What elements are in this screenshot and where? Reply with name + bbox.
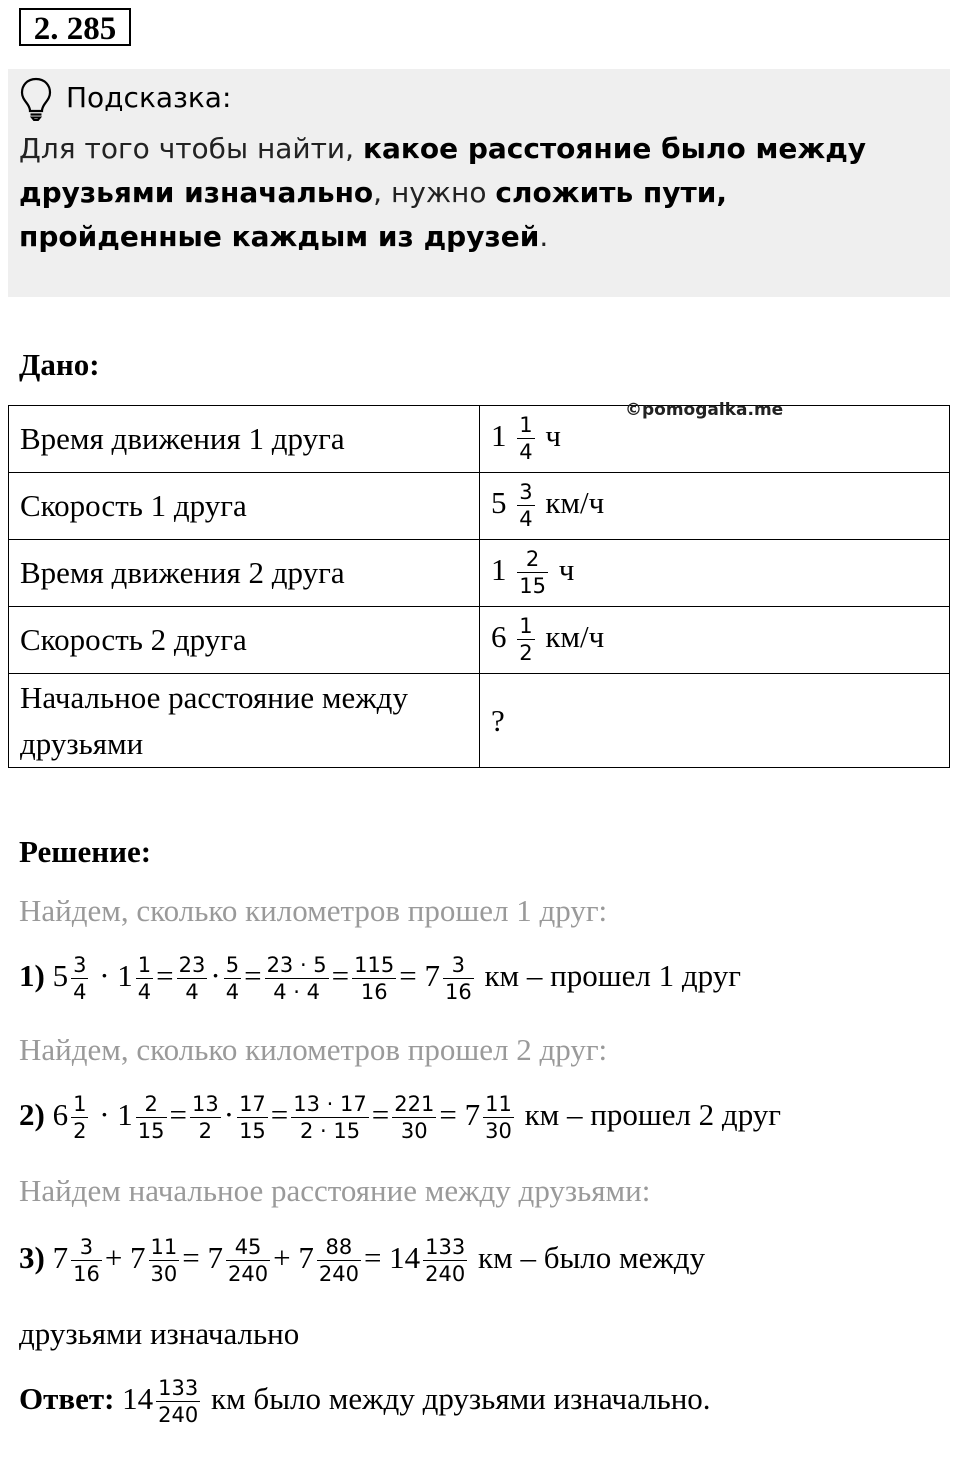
fraction (71, 1094, 88, 1142)
fraction (149, 1237, 180, 1285)
hint-text-part: , нужно (373, 176, 496, 209)
problem-number: 2. 285 (19, 8, 131, 46)
given-value (480, 540, 950, 607)
fraction (517, 415, 534, 463)
given-label: Начальное расстояние между друзьями (9, 674, 480, 768)
denominator: 2 (519, 641, 533, 665)
denominator: 2 (73, 1119, 87, 1143)
fraction (317, 1237, 361, 1285)
step1-intro: Найдем, сколько километров прошел 1 друг: (19, 893, 608, 928)
fraction (136, 955, 153, 1003)
unit: км/ч (545, 619, 605, 655)
denominator: 4 · 4 (273, 980, 320, 1004)
fraction (352, 955, 396, 1003)
given-label: Скорость 1 друга (9, 473, 480, 540)
denominator: 4 (519, 507, 533, 531)
step3-tail-continued: друзьями изначально (19, 1316, 300, 1351)
step-label: 2) (19, 1097, 45, 1133)
denominator: 4 (519, 440, 533, 464)
numerator: 17 (239, 1092, 266, 1116)
step2-intro: Найдем, сколько километров прошел 2 друг: (19, 1032, 608, 1067)
fraction (71, 955, 88, 1003)
fraction (423, 1237, 467, 1285)
given-value: ? (480, 674, 950, 768)
step-tail: км – прошел 1 друг (484, 958, 741, 994)
fraction (291, 1094, 368, 1142)
given-heading: Дано: (19, 347, 100, 382)
whole-part: 5 (52, 958, 69, 994)
table-row (9, 473, 950, 540)
fraction (71, 1237, 102, 1285)
numerator: 3 (443, 955, 474, 979)
whole-part: 14 (389, 1240, 421, 1276)
hint-text-part-bold: сложить пути, пройденные каждым из друзей (19, 176, 727, 253)
numerator: 13 · 17 (293, 1092, 367, 1116)
operator: · (99, 958, 110, 994)
denominator: 30 (150, 1262, 178, 1286)
table-row (9, 674, 950, 768)
whole-part: 1 (491, 418, 507, 454)
denominator: 4 (185, 980, 199, 1004)
numerator: 1 (73, 1092, 87, 1116)
watermark: ©pomogalka.me (625, 400, 784, 420)
numerator: 221 (394, 1092, 435, 1116)
whole-part: 14 (122, 1381, 154, 1417)
numerator: 2 (517, 549, 548, 573)
solution-heading: Решение: (19, 834, 152, 869)
whole-part: 7 (464, 1097, 481, 1133)
denominator: 15 (137, 1119, 165, 1143)
fraction (237, 1094, 268, 1142)
fraction (156, 1378, 200, 1426)
numerator: 23 (178, 953, 206, 977)
hint-text-part-bold: какое расстояние было между друзьями изначально (19, 132, 867, 209)
numerator: 1 (519, 614, 533, 638)
step-label: 1) (19, 958, 45, 994)
step2-equation: 2) 6 $\frac{1}{2}$ · 1 $\frac{2}{15}$ = $\frac{13}{2}$ · $\frac{17}{15}$ = $\frac{13 \cdot 17}{2 \cdot 15}$ = $\frac{221}{30}$ = 7 $\frac{11}{30}$ км – прошел 2 друг (19, 1092, 782, 1143)
answer-label: Ответ: (19, 1381, 115, 1417)
whole-part: 6 (491, 619, 507, 655)
hint-text (19, 127, 929, 259)
numerator: 3 (71, 1237, 102, 1261)
answer (19, 1378, 711, 1426)
denominator: 240 (318, 1262, 359, 1286)
operator: · (223, 1097, 235, 1133)
denominator: 16 (444, 980, 472, 1004)
step3-intro: Найдем начальное расстояние между друзьями: (19, 1173, 651, 1208)
given-label: Время движения 2 друга (9, 540, 480, 607)
given-label: Скорость 2 друга (9, 607, 480, 674)
denominator: 16 (73, 1262, 100, 1286)
whole-part: 1 (491, 552, 507, 588)
numerator: 23 · 5 (266, 953, 327, 977)
denominator: 30 (400, 1119, 428, 1143)
whole-part: 5 (491, 485, 507, 521)
fraction (517, 549, 548, 597)
whole-part: 7 (130, 1240, 146, 1276)
denominator: 2 · 15 (299, 1119, 361, 1143)
fraction (265, 955, 329, 1003)
denominator: 2 (198, 1119, 213, 1143)
numerator: 3 (73, 953, 87, 977)
denominator: 15 (239, 1119, 266, 1143)
whole-part: 1 (117, 1097, 133, 1133)
denominator: 4 (73, 980, 87, 1004)
numerator: 115 (354, 953, 395, 977)
numerator: 5 (225, 953, 240, 977)
step1-equation: 1) 5 $\frac{3}{4}$ · 1 $\frac{1}{4}$ = $\frac{23}{4}$ · $\frac{5}{4}$ = $\frac{23 \cdot 5}{4 \cdot 4}$ = $\frac{115}{16}$ = 7 $\frac{3}{16}$ км – прошел 1 друг (19, 953, 741, 1004)
numerator: 11 (485, 1092, 512, 1116)
fraction (517, 482, 534, 530)
fraction (517, 616, 534, 664)
hint-title: Подсказка: (66, 81, 232, 114)
whole-part: 6 (52, 1097, 69, 1133)
fraction (177, 955, 208, 1003)
numerator: 88 (317, 1237, 361, 1261)
table-row (9, 540, 950, 607)
unit: ч (545, 418, 561, 454)
given-value (480, 607, 950, 674)
denominator: 240 (425, 1262, 466, 1286)
numerator: 3 (519, 480, 533, 504)
step3-equation: 3) 7 $\frac{3}{16}$ + 7 $\frac{11}{30}$ = 7 $\frac{45}{240}$ + 7 $\frac{88}{240}$ = 14 $\frac{133}{240}$ км – было между (19, 1235, 706, 1286)
numerator: 13 (192, 1092, 219, 1116)
fraction (190, 1094, 221, 1142)
denominator: 240 (228, 1262, 269, 1286)
whole-part: 1 (117, 958, 133, 994)
denominator: 30 (485, 1119, 512, 1143)
operator: · (99, 1097, 110, 1133)
numerator: 1 (519, 413, 533, 437)
given-value (480, 473, 950, 540)
numerator: 133 (158, 1376, 199, 1400)
table-row (9, 607, 950, 674)
table-row (9, 406, 950, 473)
whole-part: 7 (52, 1240, 69, 1276)
fraction (483, 1094, 514, 1142)
denominator: 240 (158, 1403, 199, 1427)
denominator: 16 (360, 980, 388, 1004)
denominator: 4 (225, 980, 240, 1004)
given-table (8, 405, 950, 768)
numerator: 1 (137, 953, 152, 977)
numerator: 2 (136, 1094, 167, 1118)
hint-text-part: Для того чтобы найти, (19, 132, 363, 165)
fraction (443, 955, 474, 1003)
fraction (224, 955, 241, 1003)
numerator: 45 (226, 1237, 270, 1261)
denominator: 4 (137, 980, 152, 1004)
fraction (226, 1237, 270, 1285)
unit: ч (558, 552, 575, 588)
given-label: Время движения 1 друга (9, 406, 480, 473)
fraction (136, 1094, 167, 1142)
lightbulb-icon (18, 76, 54, 122)
operator: · (210, 958, 221, 994)
hint-text-part: . (539, 220, 549, 253)
whole-part: 7 (207, 1240, 224, 1276)
fraction (392, 1094, 436, 1142)
denominator: 15 (519, 574, 546, 598)
step-label: 3) (19, 1240, 45, 1276)
answer-text: км было между друзьями изначально. (211, 1381, 711, 1417)
unit: км/ч (545, 485, 605, 521)
whole-part: 7 (424, 958, 440, 994)
step-tail: км – прошел 2 друг (524, 1097, 782, 1133)
numerator: 133 (425, 1235, 466, 1259)
step-tail: км – было между (478, 1240, 706, 1276)
numerator: 11 (150, 1235, 178, 1259)
whole-part: 7 (298, 1240, 314, 1276)
